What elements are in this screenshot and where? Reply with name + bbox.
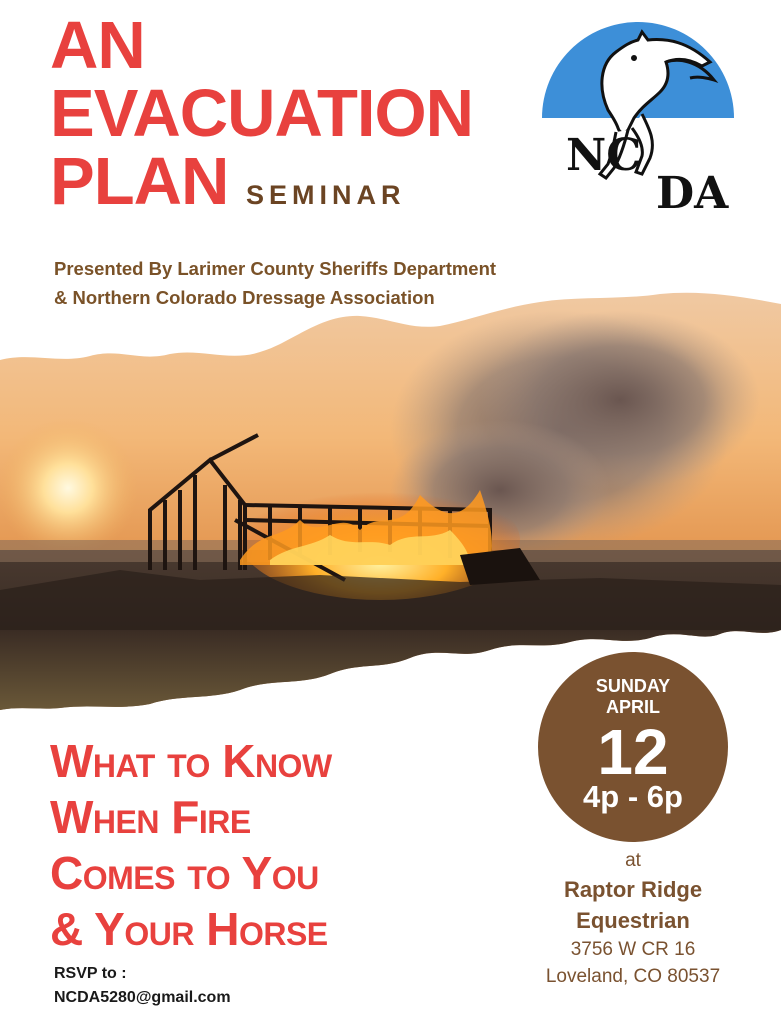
venue: [520, 848, 746, 990]
ncda-logo: [538, 18, 738, 218]
headline-line-4: & Your Horse: [50, 903, 328, 955]
title-line-1: AN: [50, 8, 145, 83]
rsvp-label: RSVP to :: [54, 965, 127, 982]
logo-text-left: NC: [566, 130, 642, 181]
presenters-line-1: Presented By Larimer County Sheriffs Department: [54, 258, 497, 279]
venue-address-line-1: 3756 W CR 16: [570, 939, 696, 960]
event-day-of-week: SUNDAY: [595, 676, 671, 696]
title-subtitle: SEMINAR: [246, 180, 406, 210]
headline-line-3: Comes to You: [50, 847, 319, 899]
event-day: 12: [597, 716, 669, 788]
presenters-line-2: & Northern Colorado Dressage Association: [54, 287, 435, 308]
title-line-2: EVACUATION: [50, 76, 474, 151]
venue-name-line-2: Equestrian: [576, 908, 690, 933]
event-month: APRIL: [606, 697, 660, 717]
venue-name-line-1: Raptor Ridge: [563, 877, 703, 902]
rsvp-email[interactable]: NCDA5280@gmail.com: [54, 989, 231, 1006]
event-time: 4p - 6p: [583, 779, 683, 814]
title-line-3: PLAN: [50, 144, 229, 219]
event-date-badge: [538, 652, 728, 842]
headline: [50, 733, 332, 957]
venue-address-line-2: Loveland, CO 80537: [545, 966, 721, 987]
logo-text-right: DA: [656, 168, 729, 218]
rsvp: [54, 962, 231, 1010]
burning-barn-photo: [0, 290, 781, 710]
headline-line-1: What to Know: [50, 735, 332, 787]
venue-at: at: [625, 850, 641, 871]
headline-line-2: When Fire: [50, 791, 251, 843]
